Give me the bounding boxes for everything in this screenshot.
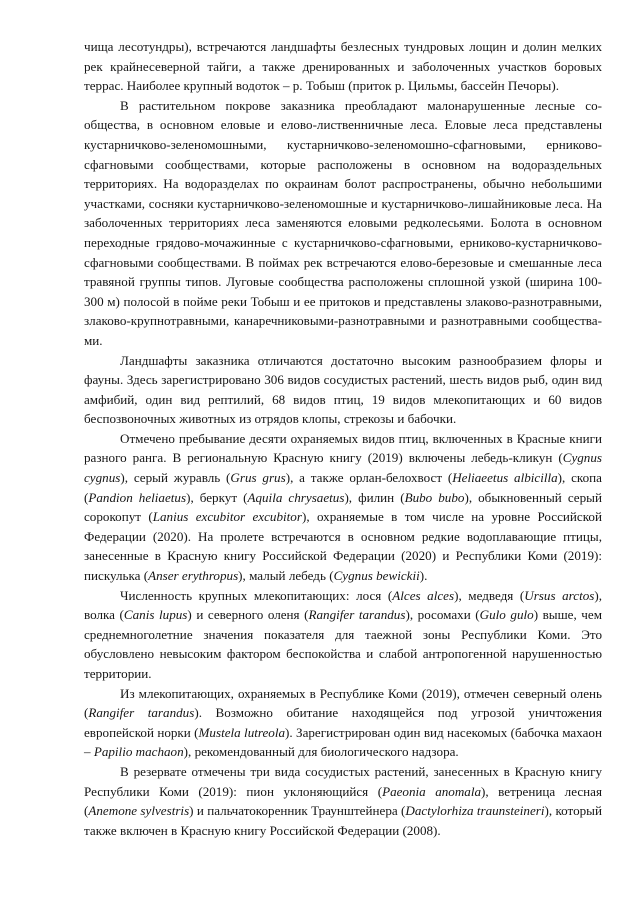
- paragraph-5: Численность крупных млекопитающих: лося (Alces alces), медведя (Ursus arctos), волка (Canis lupus) и северного оленя (Rangifer tarandus), росомахи (Gulo gulo) выше, чем среднемноголетние значения показателя для таежной зоны Республики Коми. Это обусловлено невысоким фактором беспокойства и слабой антропогенной нарушенностью территории.: [84, 587, 603, 681]
- paragraph-1: чища лесотундры), встречаются ландшафты безлесных тундровых лощин и долин мелких рек крайнесеверной тайги, а также дренированных и заболоченных участков боровых террас. Наиболее крупный водоток – р. Тобыш (приток р. Цильмы, бассейн Печоры).: [84, 39, 602, 94]
- document-body: [84, 37, 602, 840]
- paragraph-3: Ландшафты заказника отличаются достаточно высоким разнообразием флоры и фауны. Здесь зарегистрировано 306 видов сосудистых растений, шесть видов рыб, один вид амфибий, один вид рептилий, 68 видов птиц, 19 видов млекопитающих и 60 видов беспозвоночных животных из отрядов клопы, стрекозы и бабочки.: [84, 352, 602, 427]
- paragraph-6: Из млекопитающих, охраняемых в Республике Коми (2019), отмечен северный олень (Rangifer tarandus). Возможно обитание находящейся под угрозой уничтожения европейской норки (Mustela lutreola). Зарегистрирован один вид насекомых (бабочка махаон – Papilio machaon), рекомендованный для биологического надзора.: [84, 685, 602, 760]
- paragraph-7: В резервате отмечены три вида сосудистых растений, занесенных в Красную книгу Республики Коми (2019): пион уклоняющийся (Paeonia anomala), ветреница лесная (Anemone sylvestris) и пальчатокоренник Траунштейнера (Dactylorhiza traunsteineri), который также включен в Красную книгу Российской Федерации (2008).: [84, 763, 602, 838]
- paragraph-4: Отмечено пребывание десяти охраняемых видов птиц, включенных в Красные книги разного ранга. В региональную Красную книгу (2019) включены лебедь-кликун (Cygnus cygnus), серый журавль (Grus grus), а также орлан-белохвост (Heliaeetus albicilla), скопа (Pandion heliaetus), беркут (Aquila chrysaetus), филин (Bubo bubo), обыкновенный серый сорокопут (Lanius excubitor excubitor), охраняемые в том числе на уровне Российской Федерации (2020). На пролете встречаются в основном редкие водоплавающие птицы, занесенные в Красную книгу Российской Федерации (2020) и Республики Коми (2019): пискулька (Anser erythropus), малый лебедь (Cygnus bewickii).: [84, 430, 602, 584]
- paragraph-2: В растительном покрове заказника преобладают малонарушенные лесные сообщества, в основном еловые и елово-лиственничные леса. Еловые леса представлены кустарничково-зеленомошными, кустарничково-зеленомошно-сфагновыми, ерниково-сфагновыми сообществами, которые расположены в основном на водораздельных территориях. На водоразделах по окраинам болот распространены, обычно небольшими участками, сосняки кустарничково-зеленомошные и кустарничково-лишайниковые леса. На заболоченных территориях леса заменяются еловыми редколесьями. Болота в основном переходные грядово-мочажинные с кустарничково-сфагновыми, ерниково-кустарничково-сфагновыми сообществами. В поймах рек встречаются елово-березовые и смешанные леса травяной группы типов. Луговые сообщества расположены сплошной узкой (ширина 100-300 м) полосой в пойме реки Тобыш и ее притоков и представлены злаково-разнотравными, злаково-крупнотравными, канаречниковыми-разнотравными и разнотравными сообществами.: [84, 97, 602, 348]
